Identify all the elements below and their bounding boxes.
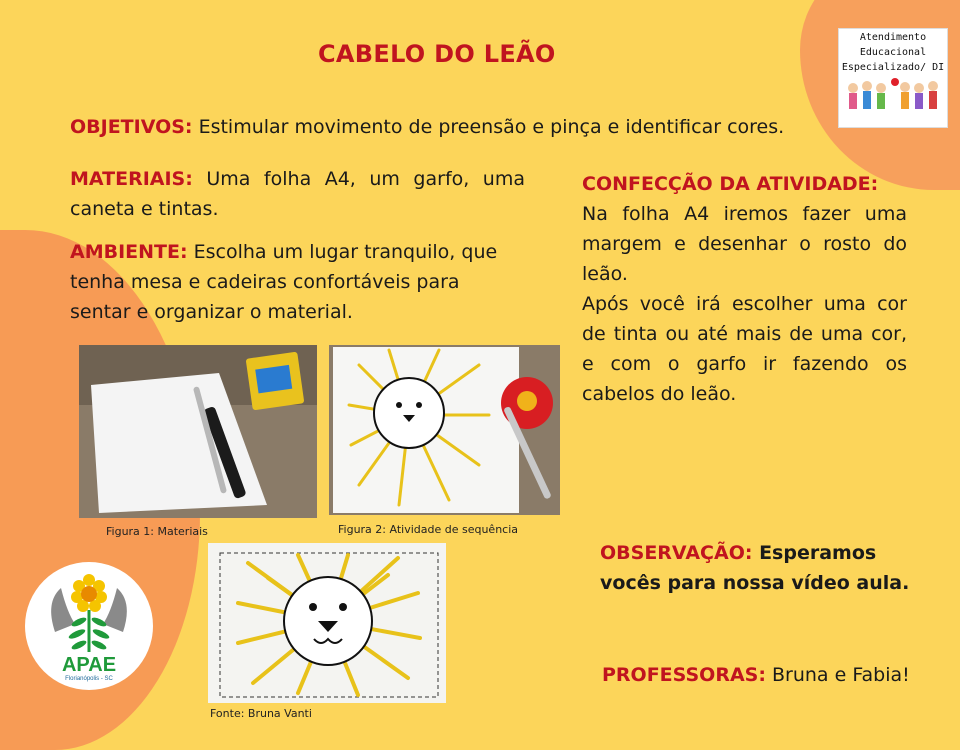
professoras-paragraph (602, 660, 910, 690)
observacao-label: OBSERVAÇÃO: (600, 542, 753, 564)
professoras-text: Bruna e Fabia! (765, 664, 910, 686)
confeccao-paragraph-2: Após você irá escolher uma cor de tinta ou até mais de uma cor, e com o garfo ir fazendo os cabelos do leão. (582, 293, 907, 405)
confeccao-section (582, 169, 907, 409)
ambiente-label: AMBIENTE: (70, 241, 188, 263)
objetivos-label: OBJETIVOS: (70, 116, 193, 138)
objetivos-text: Estimular movimento de preensão e pinça e identificar cores. (192, 116, 785, 138)
figure-1-caption: Figura 1: Materiais (106, 525, 208, 538)
apae-flower-hands-icon (25, 562, 153, 657)
ambiente-text: Escolha um lugar tranquilo, que tenha mesa e cadeiras confortáveis para sentar e organizar o material. (70, 241, 498, 323)
ambiente-paragraph (70, 237, 510, 327)
activity-photo-illustration (329, 345, 560, 515)
children-illustration-icon (843, 74, 943, 120)
confeccao-paragraph-1: Na folha A4 iremos fazer uma margem e desenhar o rosto do leão. (582, 203, 907, 285)
materials-photo-illustration (79, 345, 317, 518)
logo-card-line-3: Especializado/ DI (841, 62, 945, 73)
professoras-label: PROFESSORAS: (602, 664, 766, 686)
aee-logo-card (838, 28, 948, 128)
apae-name: APAE (61, 654, 117, 676)
objetivos-paragraph (70, 112, 784, 142)
logo-card-line-2: Educacional (859, 47, 927, 58)
observacao-paragraph (600, 538, 930, 598)
apae-city: Florianópolis - SC (65, 676, 113, 682)
figure-2-caption: Figura 2: Atividade de sequência (338, 523, 519, 536)
observacao-text: Esperamos vocês para nossa vídeo aula. (600, 542, 910, 594)
logo-card-line-1: Atendimento (859, 32, 927, 43)
materiais-text: Uma folha A4, um garfo, uma caneta e tintas. (70, 168, 525, 220)
figure-2-activity-photo (329, 345, 560, 515)
materiais-label: MATERIAIS: (70, 168, 193, 190)
source-caption: Fonte: Bruna Vanti (210, 707, 312, 720)
confeccao-label: CONFECÇÃO DA ATIVIDADE: (582, 173, 879, 195)
finished-lion-illustration (208, 543, 446, 703)
figure-1-materials-photo (79, 345, 317, 518)
figure-3-finished-lion-photo (208, 543, 446, 703)
apae-logo (25, 562, 153, 690)
materiais-paragraph (70, 164, 525, 224)
page-title: CABELO DO LEÃO (318, 40, 556, 68)
